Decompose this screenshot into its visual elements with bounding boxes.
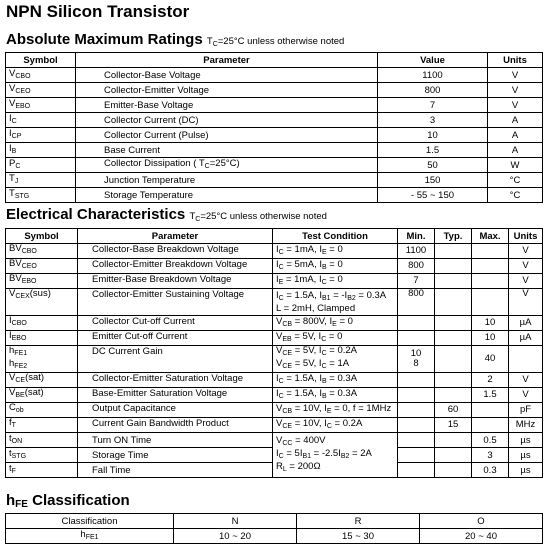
condition-cell: $I_C = 1.5A$, $I_B = 0.3A$ [273, 388, 398, 403]
parameter-cell: Current Gain Bandwidth Product [78, 418, 273, 433]
symbol-cell: $V_{CBO}$ [6, 68, 76, 83]
parameter-cell: Storage Temperature [76, 188, 378, 203]
condition-cell: $V_{CC} = 400V$ $I_C = 5I_{B1} = -2.5I_{B2} = 2A$ $R_L = 200\Omega$ [273, 433, 398, 478]
abs-max-heading [6, 31, 344, 48]
unit-cell: V [488, 68, 543, 83]
table-row [6, 188, 543, 203]
min-cell [398, 448, 435, 463]
page-title: NPN Silicon Transistor [6, 2, 190, 21]
abs-header-2: Value [378, 53, 488, 68]
hfe-heading: $h_{FE}$ Classification [6, 492, 130, 510]
parameter-cell: Base-Emitter Saturation Voltage [78, 388, 273, 403]
table-row [6, 68, 543, 83]
unit-cell: MHz [509, 418, 543, 433]
parameter-cell: Emitter-Base Breakdown Voltage [78, 274, 273, 289]
max-cell [472, 289, 509, 316]
unit-cell: V [509, 274, 543, 289]
abs-max-note: $T_C=25^\circ C$ unless otherwise noted [206, 36, 345, 48]
symbol-cell: $C_{ob}$ [6, 403, 78, 418]
parameter-cell: Collector-Emitter Breakdown Voltage [78, 259, 273, 274]
min-cell: 800 [398, 259, 435, 274]
max-cell [472, 403, 509, 418]
max-cell: 40 [472, 346, 509, 373]
symbol-cell: $f_T$ [6, 418, 78, 433]
elec-header-0: Symbol [6, 229, 78, 244]
typ-cell [435, 373, 472, 388]
table-row [6, 433, 543, 448]
table-row [6, 158, 543, 173]
elec-header-1: Parameter [78, 229, 273, 244]
unit-cell: V [488, 98, 543, 113]
hfe-label-cell: $h_{FE1}$ [6, 529, 174, 544]
parameter-cell: Collector-Emitter Sustaining Voltage [78, 289, 273, 316]
unit-cell: V [509, 289, 543, 316]
parameter-cell: DC Current Gain [78, 346, 273, 373]
table-row [6, 316, 543, 331]
condition-cell: $I_C = 1.5A$, $I_{B1} = -I_{B2} = 0.3A$ L = 2mH, Clamped [273, 289, 398, 316]
unit-cell: A [488, 128, 543, 143]
electrical-heading [6, 206, 327, 223]
table-row [6, 128, 543, 143]
unit-cell: µA [509, 331, 543, 346]
symbol-cell: $I_C$ [6, 113, 76, 128]
parameter-cell: Collector-Base Voltage [76, 68, 378, 83]
abs-header-3: Units [488, 53, 543, 68]
parameter-cell: Output Capacitance [78, 403, 273, 418]
table-row [6, 514, 543, 529]
value-cell: 1.5 [378, 143, 488, 158]
max-cell: 0.3 [472, 463, 509, 478]
hfe-table [5, 513, 543, 544]
table-row [6, 346, 543, 373]
parameter-cell: Collector-Emitter Voltage [76, 83, 378, 98]
symbol-cell: $I_{CBO}$ [6, 316, 78, 331]
typ-cell: 60 [435, 403, 472, 418]
unit-cell: °C [488, 173, 543, 188]
max-cell [472, 418, 509, 433]
max-cell: 2 [472, 373, 509, 388]
min-cell [398, 433, 435, 448]
max-cell: 0.5 [472, 433, 509, 448]
condition-cell: $V_{CB} = 10V$, $I_E = 0$, f = 1MHz [273, 403, 398, 418]
symbol-cell: $t_F$ [6, 463, 78, 478]
abs-max-table [5, 52, 543, 203]
abs-header-0: Symbol [6, 53, 76, 68]
min-cell: 7 [398, 274, 435, 289]
symbol-cell: $I_{EBO}$ [6, 331, 78, 346]
unit-cell: µs [509, 433, 543, 448]
parameter-cell: Collector-Emitter Saturation Voltage [78, 373, 273, 388]
abs-max-heading-text: Absolute Maximum Ratings [6, 31, 203, 48]
table-row [6, 113, 543, 128]
parameter-cell: Junction Temperature [76, 173, 378, 188]
min-cell [398, 463, 435, 478]
table-row [6, 373, 543, 388]
typ-cell [435, 289, 472, 316]
max-cell: 10 [472, 331, 509, 346]
symbol-cell: $V_{CE}(sat)$ [6, 373, 78, 388]
typ-cell [435, 433, 472, 448]
table-row [6, 403, 543, 418]
parameter-cell: Fall Time [78, 463, 273, 478]
symbol-cell: $P_C$ [6, 158, 76, 173]
table-row [6, 274, 543, 289]
elec-header-4: Typ. [435, 229, 472, 244]
unit-cell: V [509, 388, 543, 403]
parameter-cell: Storage Time [78, 448, 273, 463]
parameter-cell: Emitter-Base Voltage [76, 98, 378, 113]
typ-cell: 15 [435, 418, 472, 433]
max-cell [472, 244, 509, 259]
symbol-cell: $V_{CEX}(sus)$ [6, 289, 78, 316]
min-cell [398, 331, 435, 346]
parameter-cell: Emitter Cut-off Current [78, 331, 273, 346]
table-row [6, 289, 543, 316]
symbol-cell: $BV_{CEO}$ [6, 259, 78, 274]
table-row [6, 173, 543, 188]
condition-cell: $I_C = 1.5A$, $I_B = 0.3A$ [273, 373, 398, 388]
elec-header-6: Units [509, 229, 543, 244]
unit-cell: V [488, 83, 543, 98]
symbol-cell: $V_{BE}(sat)$ [6, 388, 78, 403]
min-cell: 800 [398, 289, 435, 316]
unit-cell [509, 346, 543, 373]
electrical-note: $T_C=25^\circ C$ unless otherwise noted [189, 211, 327, 223]
typ-cell [435, 346, 472, 373]
unit-cell: W [488, 158, 543, 173]
typ-cell [435, 316, 472, 331]
abs-header-1: Parameter [76, 53, 378, 68]
table-row [6, 331, 543, 346]
electrical-heading-text: Electrical Characteristics [6, 206, 186, 223]
parameter-cell: Collector Current (Pulse) [76, 128, 378, 143]
unit-cell: µA [509, 316, 543, 331]
parameter-cell: Collector Cut-off Current [78, 316, 273, 331]
hfe-header-0: Classification [6, 514, 174, 529]
elec-header-2: Test Condition [273, 229, 398, 244]
unit-cell: µs [509, 448, 543, 463]
typ-cell [435, 274, 472, 289]
unit-cell: V [509, 259, 543, 274]
symbol-cell: $T_{STG}$ [6, 188, 76, 203]
condition-cell: $I_C = 5mA$, $I_B = 0$ [273, 259, 398, 274]
min-cell [398, 388, 435, 403]
symbol-cell: $BV_{EBO}$ [6, 274, 78, 289]
max-cell: 10 [472, 316, 509, 331]
min-cell [398, 403, 435, 418]
table-row [6, 244, 543, 259]
symbol-cell: $I_{CP}$ [6, 128, 76, 143]
table-row [6, 143, 543, 158]
typ-cell [435, 244, 472, 259]
table-row [6, 418, 543, 433]
parameter-cell: Turn ON Time [78, 433, 273, 448]
symbol-cell: $I_B$ [6, 143, 76, 158]
max-cell: 1.5 [472, 388, 509, 403]
hfe-value-cell: 15 ~ 30 [297, 529, 420, 544]
value-cell: 50 [378, 158, 488, 173]
unit-cell: pF [509, 403, 543, 418]
table-row [6, 98, 543, 113]
electrical-table [5, 228, 543, 478]
symbol-cell: $V_{EBO}$ [6, 98, 76, 113]
condition-cell: $I_C = 1mA$, $I_E = 0$ [273, 244, 398, 259]
max-cell: 3 [472, 448, 509, 463]
table-row [6, 529, 543, 544]
typ-cell [435, 388, 472, 403]
hfe-value-cell: 10 ~ 20 [174, 529, 297, 544]
symbol-cell: $T_J$ [6, 173, 76, 188]
symbol-cell: $h_{FE1}$ $h_{FE2}$ [6, 346, 78, 373]
condition-cell: $V_{CB} = 800V$, $I_E = 0$ [273, 316, 398, 331]
symbol-cell: $t_{STG}$ [6, 448, 78, 463]
condition-cell: $V_{EB} = 5V$, $I_C = 0$ [273, 331, 398, 346]
parameter-cell: Collector-Base Breakdown Voltage [78, 244, 273, 259]
value-cell: 3 [378, 113, 488, 128]
max-cell [472, 259, 509, 274]
symbol-cell: $BV_{CBO}$ [6, 244, 78, 259]
min-cell [398, 316, 435, 331]
unit-cell: A [488, 143, 543, 158]
typ-cell [435, 259, 472, 274]
value-cell: 800 [378, 83, 488, 98]
unit-cell: V [509, 373, 543, 388]
hfe-header-1: N [174, 514, 297, 529]
min-cell [398, 418, 435, 433]
table-row [6, 388, 543, 403]
typ-cell [435, 448, 472, 463]
parameter-cell: Collector Dissipation ( $T_C=25^\circ C$) [76, 158, 378, 173]
min-cell [398, 373, 435, 388]
value-cell: 1100 [378, 68, 488, 83]
min-cell: 10 8 [398, 346, 435, 373]
value-cell: 7 [378, 98, 488, 113]
table-row [6, 83, 543, 98]
unit-cell: µs [509, 463, 543, 478]
symbol-cell: $t_{ON}$ [6, 433, 78, 448]
condition-cell: $I_E = 1mA$, $I_C = 0$ [273, 274, 398, 289]
elec-header-3: Min. [398, 229, 435, 244]
unit-cell: A [488, 113, 543, 128]
hfe-header-3: O [420, 514, 543, 529]
symbol-cell: $V_{CEO}$ [6, 83, 76, 98]
unit-cell: V [509, 244, 543, 259]
hfe-value-cell: 20 ~ 40 [420, 529, 543, 544]
max-cell [472, 274, 509, 289]
table-row [6, 259, 543, 274]
unit-cell: °C [488, 188, 543, 203]
elec-header-5: Max. [472, 229, 509, 244]
value-cell: - 55 ~ 150 [378, 188, 488, 203]
value-cell: 10 [378, 128, 488, 143]
typ-cell [435, 463, 472, 478]
hfe-header-2: R [297, 514, 420, 529]
parameter-cell: Base Current [76, 143, 378, 158]
typ-cell [435, 331, 472, 346]
min-cell: 1100 [398, 244, 435, 259]
condition-cell: $V_{CE} = 10V$, $I_C = 0.2A$ [273, 418, 398, 433]
value-cell: 150 [378, 173, 488, 188]
condition-cell: $V_{CE} = 5V$, $I_C = 0.2A$ $V_{CE} = 5V$, $I_C = 1A$ [273, 346, 398, 373]
parameter-cell: Collector Current (DC) [76, 113, 378, 128]
